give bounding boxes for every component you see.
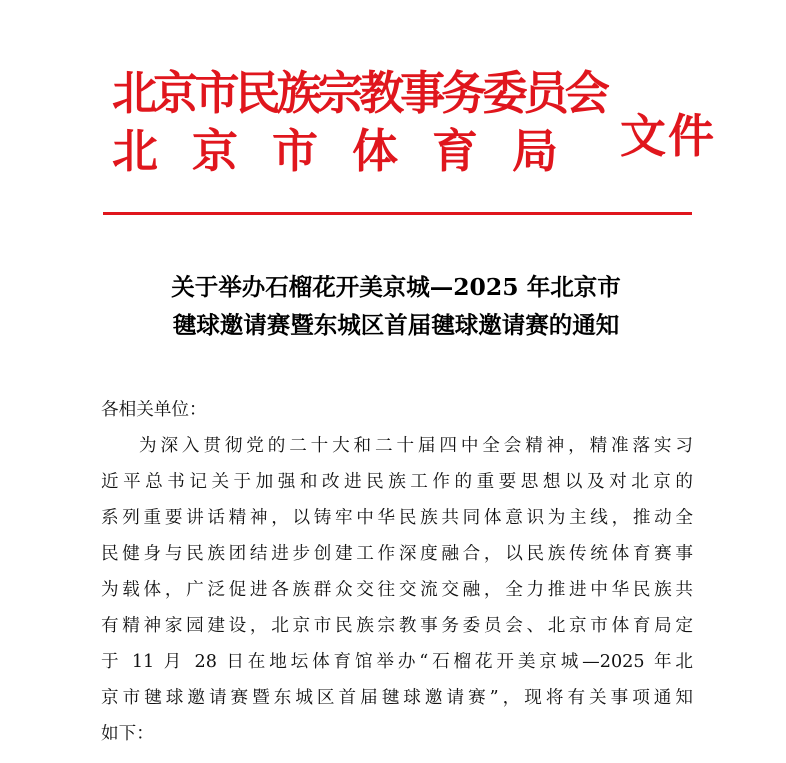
document-body	[101, 392, 693, 752]
red-separator-line	[103, 212, 692, 215]
issuer-block	[112, 66, 612, 178]
body-line: 系列重要讲话精神，以铸牢中华民族共同体意识为主线，推动全	[101, 508, 693, 528]
salutation: 各相关单位：	[101, 400, 207, 420]
body-line: 为深入贯彻党的二十大和二十届四中全会精神，精准落实习	[139, 436, 693, 456]
document-title	[96, 268, 696, 344]
issuer-name-ethnic-affairs: 北京市民族宗教事务委员会	[112, 66, 606, 120]
issuer-name-sports-bureau: 北京市体育局	[112, 124, 592, 178]
body-line: 如下：	[101, 724, 154, 744]
body-line: 民健身与民族团结进步创建工作深度融合，以民族传统体育赛事	[101, 544, 693, 564]
body-line: 为载体，广泛促进各族群众交往交流交融，全力推进中华民族共	[101, 580, 693, 600]
document-type-label: 文件	[620, 109, 716, 163]
title-line-1: 关于举办石榴花开美京城—2025 年北京市	[171, 273, 621, 301]
body-line: 有精神家园建设，北京市民族宗教事务委员会、北京市体育局定	[101, 616, 693, 636]
body-line: 于 11 月 28 日在地坛体育馆举办“石榴花开美京城—2025 年北	[101, 652, 693, 672]
body-line: 京市毽球邀请赛暨东城区首届毽球邀请赛”，现将有关事项通知	[101, 688, 693, 708]
title-line-2: 毽球邀请赛暨东城区首届毽球邀请赛的通知	[172, 311, 620, 339]
body-line: 近平总书记关于加强和改进民族工作的重要思想以及对北京的	[101, 472, 693, 492]
